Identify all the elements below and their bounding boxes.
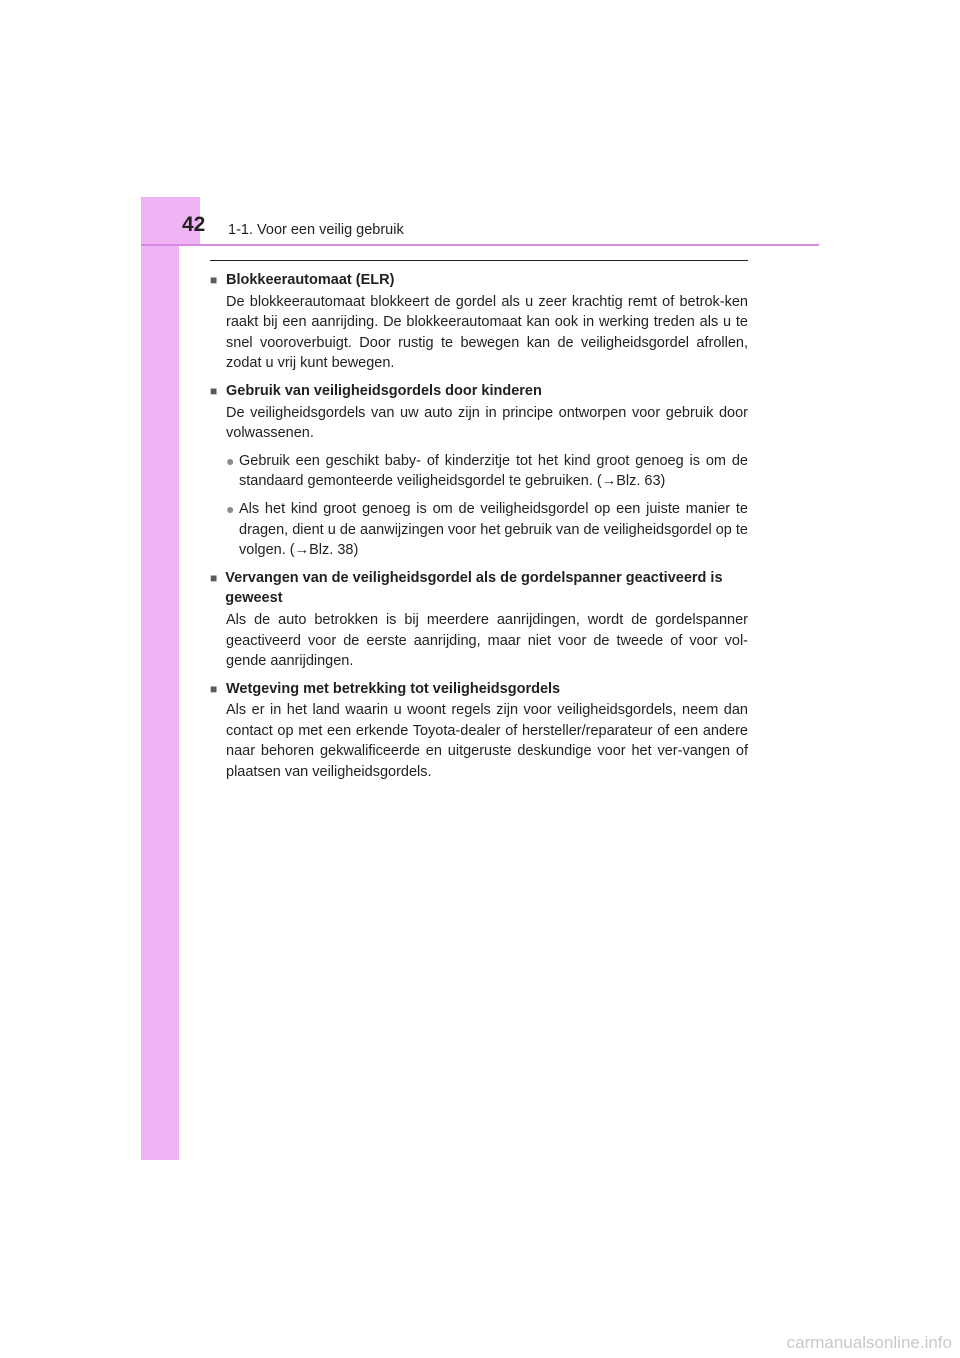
- section-heading: Gebruik van veiligheidsgordels door kinderen: [226, 382, 542, 399]
- section-title: 1-1. Voor een veilig gebruik: [228, 222, 404, 238]
- square-bullet-icon: ■: [210, 383, 218, 398]
- watermark: carmanualsonline.info: [786, 1333, 952, 1352]
- list-item-text: Gebruik een geschikt baby- of kinderzitje tot het kind groot genoeg is om de standaard gemonteerde veiligheidsgordel te gebruiken. (→Blz. 63): [239, 452, 748, 490]
- section-heading: Blokkeerautomaat (ELR): [226, 272, 395, 288]
- content-rule: [210, 260, 748, 261]
- section-heading: Wetgeving met betrekking tot veiligheidsgordels: [226, 680, 561, 697]
- list-item: [210, 451, 748, 492]
- list-item: [210, 499, 748, 561]
- section-pretensioner: [210, 568, 748, 672]
- circle-bullet-icon: ●: [226, 500, 235, 517]
- page-content: [210, 270, 748, 790]
- section-text: De blokkeerautomaat blokkeert de gordel als u zeer krachtig remt of betrok-ken raakt bij een aanrijding. De blokkeerautomaat kan ook in werking treden als u te snel vooroverbuigt. Door rustig te bewegen kan de veiligheidsgordel afrollen, zodat u vrij kunt bewegen.: [226, 293, 748, 372]
- section-heading: Vervangen van de veiligheidsgordel als de gordelspanner geactiveerd is geweest: [225, 569, 723, 607]
- square-bullet-icon: ■: [210, 273, 218, 287]
- header-rule: [141, 244, 819, 246]
- square-bullet-icon: ■: [210, 570, 218, 585]
- circle-bullet-icon: ●: [226, 452, 235, 469]
- section-text: Als de auto betrokken is bij meerdere aanrijdingen, wordt de gordelspanner geactiveerd voor de eerste aanrijding, maar niet voor de tweede of voor vol-gende aanrijdingen.: [226, 611, 748, 670]
- section-text: De veiligheidsgordels van uw auto zijn in principe ontworpen voor gebruik door volwassenen.: [226, 404, 748, 442]
- square-bullet-icon: ■: [210, 681, 218, 696]
- list-item-text: Als het kind groot genoeg is om de veiligheidsgordel op een juiste manier te dragen, dient u de aanwijzingen voor het gebruik van de veiligheidsgordel op te volgen. (→Blz. 38): [239, 500, 748, 559]
- chapter-side-tab: [141, 197, 179, 1160]
- section-elr: [210, 270, 748, 374]
- section-children: [210, 381, 748, 561]
- section-legislation: [210, 679, 748, 783]
- page-number: 42: [182, 213, 206, 236]
- section-text: Als er in het land waarin u woont regels zijn voor veiligheidsgordels, neem dan contact op met een erkende Toyota-dealer of hersteller/reparateur of een andere naar behoren gekwalificeerde en uitgeruste deskundige voor het ver-vangen of plaatsen van veiligheidsgordels.: [226, 702, 748, 781]
